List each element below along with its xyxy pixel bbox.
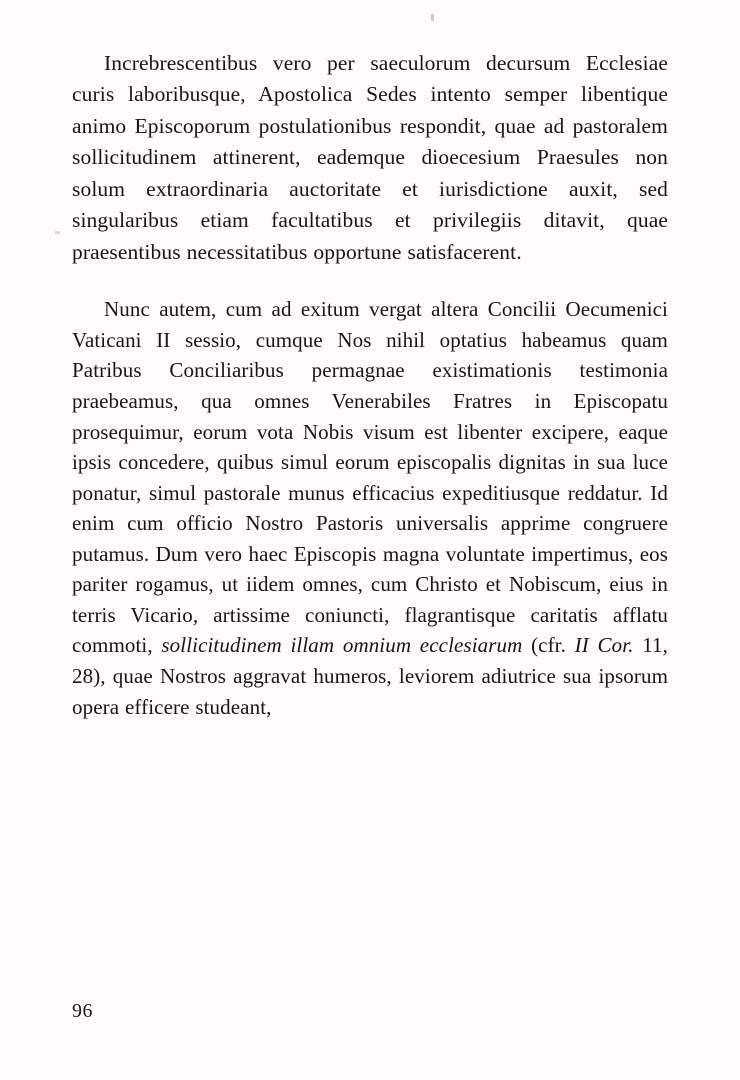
page-number: 96 [72, 1000, 93, 1022]
paragraph-2-segment-roman-1: Nunc autem, cum ad exitum vergat altera Concilii Oecumenici Vaticani II sessio, cumque Nos nihil optatius habeamus quam Patribus Conciliaribus permagnae existimationis testimonia praebeamus, qua omnes Venerabiles Fratres in Episcopatu prosequimur, eorum vota Nobis visum est libenter excipere, eaque ipsis concedere, quibus simul eorum episcopalis dignitas in sua luce ponatur, simul pastorale munus efficacius expeditiusque reddatur. Id enim cum officio Nostro Pastoris universalis apprime congruere putamus. Dum vero haec Episcopis magna voluntate impertimus, eos pariter rogamus, ut iidem omnes, cum Christo et Nobiscum, eius in terris Vicario, artissime coniuncti, flagrantisque caritatis afflatu commoti, [72, 297, 668, 658]
paragraph-2 [72, 294, 668, 722]
paragraph-2-segment-roman-3: 11, 28), quae Nostros aggravat humeros, leviorem adiutrice sua ipsorum opera efficere studeant, [72, 633, 669, 719]
paper-speck [55, 231, 60, 234]
paragraph-2-segment-roman-2: (cfr. [522, 633, 575, 658]
text-column [72, 48, 668, 722]
paragraph-2-segment-italic-1: sollicitudinem illam omnium ecclesiarum [161, 633, 523, 658]
paragraph-1-text: Increbrescentibus vero per saeculorum decursum Ecclesiae curis laboribusque, Apostolica Sedes intento semper libentique animo Episcoporum postulationibus respondit, quae ad pastoralem sollicitudinem attinerent, eademque dioecesium Praesules non solum extraordinaria auctoritate et iurisdictione auxit, sed singularibus etiam facultatibus et privilegiis ditavit, quae praesentibus necessitatibus opportune satisfacerent. [72, 51, 668, 264]
paragraph-2-segment-italic-2: II Cor. [574, 633, 634, 658]
paper-speck [431, 14, 434, 21]
paragraph-1 [72, 48, 668, 268]
